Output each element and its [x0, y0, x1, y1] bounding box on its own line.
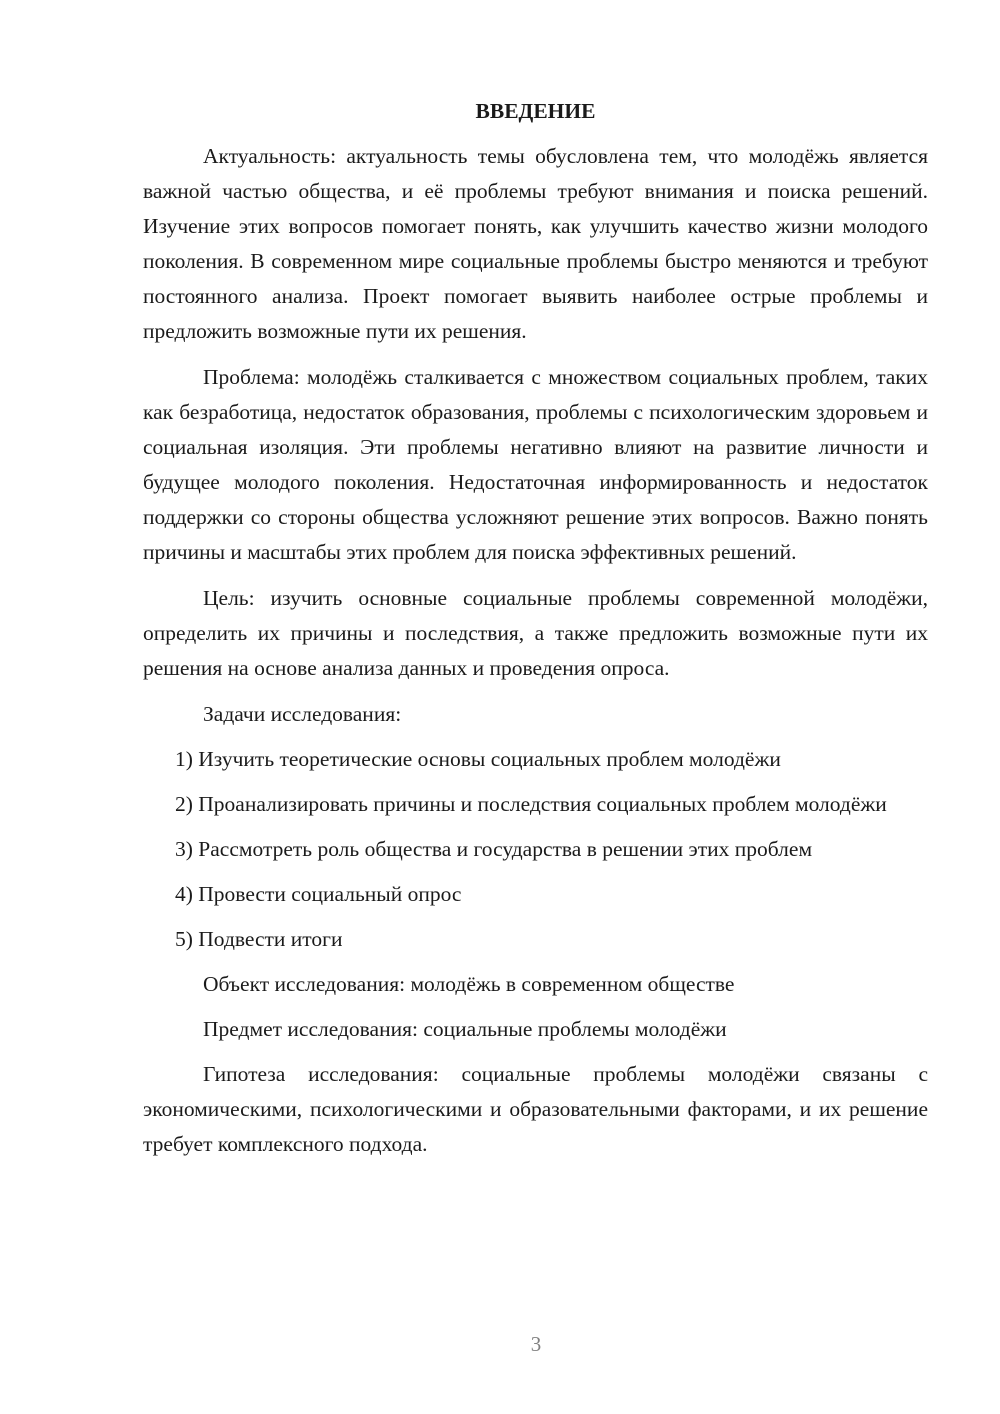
task-item-4: 4) Провести социальный опрос [175, 882, 462, 906]
task-item-5: 5) Подвести итоги [175, 927, 343, 951]
relevance-paragraph: Актуальность: актуальность темы обусловлена тем, что молодёжь является важной частью общества, и её проблемы требуют внимания и поиска решений. Изучение этих вопросов помогает понять, как улучшить качество жизни молодого поколения. В современном мире социальные проблемы быстро меняются и требуют постоянного анализа. Проект помогает выявить наиболее острые проблемы и предложить возможные пути их решения. [143, 144, 928, 343]
section-heading: ВВЕДЕНИЕ [475, 99, 596, 123]
task-item-3: 3) Рассмотреть роль общества и государства в решении этих проблем [175, 837, 813, 861]
task-item-1: 1) Изучить теоретические основы социальных проблем молодёжи [175, 747, 781, 771]
goal-paragraph: Цель: изучить основные социальные проблемы современной молодёжи, определить их причины и последствия, а также предложить возможные пути их решения на основе анализа данных и проведения опроса. [143, 586, 928, 680]
research-subject: Предмет исследования: социальные проблемы молодёжи [203, 1017, 727, 1041]
page-number: 3 [530, 1332, 542, 1356]
tasks-heading: Задачи исследования: [203, 702, 402, 726]
task-item-2: 2) Проанализировать причины и последствия социальных проблем молодёжи [175, 792, 887, 816]
page-content [143, 95, 928, 1173]
problem-paragraph: Проблема: молодёжь сталкивается с множеством социальных проблем, таких как безработица, недостаток образования, проблемы с психологическим здоровьем и социальная изоляция. Эти проблемы негативно влияют на развитие личности и будущее молодого поколения. Недостаточная информированность и недостаток поддержки со стороны общества усложняют решение этих вопросов. Важно понять причины и масштабы этих проблем для поиска эффективных решений. [143, 365, 928, 564]
hypothesis-paragraph: Гипотеза исследования: социальные проблемы молодёжи связаны с экономическими, психологическими и образовательными факторами, и их решение требует комплексного подхода. [143, 1062, 928, 1156]
research-object: Объект исследования: молодёжь в современном обществе [203, 972, 735, 996]
